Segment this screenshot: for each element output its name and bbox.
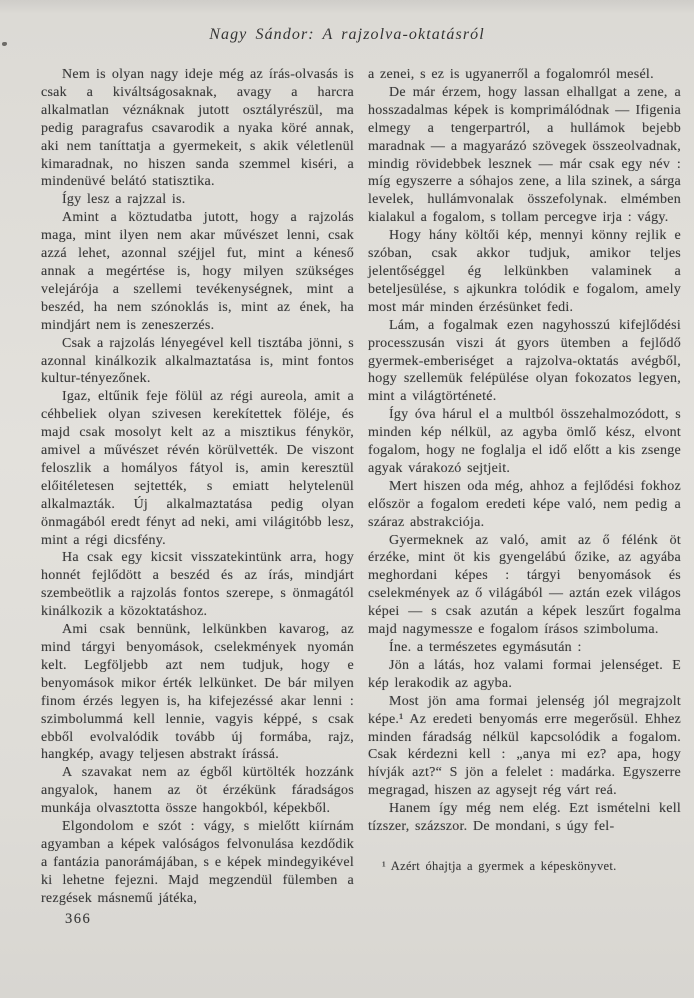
paragraph: Nem is olyan nagy ideje még az írás-olvasás is csak a kiváltságosaknak, avagy a harcra alkalmatlan véznáknak jutott osztályrészül, ma pedig paragrafus csavarodik a nyaka köré annak, aki nem taníttatja a gyermekeit, s akik véletlenül kimaradnak, no hiszen sanda szemmel kiséri, a mindenüvé belátó statisztika. <box>41 67 354 190</box>
two-column-layout <box>0 44 694 928</box>
paragraph: Gyermeknek az való, amit az ő félénk öt érzéke, mint öt kis gyengelábú őzike, az agyába meghordani képes : tárgyi benyomások és cselekmények az ő világából — aztán ezek világos képei — s csak azután a képek leszűrt fogalma majd nagymessze e fogalom írásos szimboluma. <box>368 532 681 638</box>
paragraph: Mert hiszen oda még, ahhoz a fejlődési fokhoz először a fogalom eredeti képe való, nem pedig a száraz abstrakciója. <box>368 478 681 530</box>
left-column <box>41 66 354 928</box>
paragraph: Így óva hárul el a multból összehalmozódott, s minden kép nélkül, az agyba ömlő kész, elvont fogalom, hogy ne foglalja el idő előtt a kis zsenge agyak várakozó sejtjeit. <box>368 407 681 476</box>
paragraph: Igaz, eltűnik feje fölül az régi aureola, amit a céhbeliek olyan szivesen kerekítettek föléje, és majd csak mosolyt kelt az a misztikus fénykör, amivel a művészet révén körülvették. De viszont feloszlik a homályos fátyol is, amin keresztül előitéletesen sejtették, s emiatt helytelenül alkalmazták. Új alkalmaztatása pedig olyan önmagából eredt fényt ad neki, ami világitóbb lesz, mint a régi dicsfény. <box>41 389 354 548</box>
running-header: Nagy Sándor: A rajzolva-oktatásról <box>209 26 485 43</box>
paragraph: Így lesz a rajzzal is. <box>62 192 186 208</box>
paragraph: Ha csak egy kicsit visszatekintünk arra, hogy honnét fejlődött a beszéd és az írás, mindjárt szembeötlik a rajzolás fontos szerepe, s önmagától kinálkozik a közoktatáshoz. <box>41 550 354 620</box>
paragraph: Csak a rajzolás lényegével kell tisztába jönni, s azonnal kinálkozik alkalmaztatása is, mint fontos kultur-tényezőnek. <box>41 335 354 387</box>
paragraph: Hanem így még nem elég. Ezt ismételni kell tízszer, százszor. De mondani, s úgy fel- <box>368 801 681 835</box>
paragraph: Ami csak bennünk, lelkünkben kavarog, az mind tárgyi benyomások, cselekmények nyomán kelt. Legföljebb azt nem tudjuk, hogy e benyomások mikor érték lelkünket. De bár milyen finom érzés legyen is, ha kifejezéssé akar lenni : szimbolummá kell lennie, vagyis képpé, s csak ebből evolvalódik tovább új formába, rajz, hangkép, avagy teljesen abstrakt írássá. <box>41 622 354 763</box>
paragraph: a zenei, s ez is ugyanerről a fogalomról mesél. <box>368 67 654 82</box>
paragraph: Amint a köztudatba jutott, hogy a rajzolás maga, mint ilyen nem akar művészet lenni, csak azzá lehet, azonnal széjjel fut, mint a kéneső annak a megértése is, hogy milyen szükséges velejárója a szellemi tevékenységnek, mint a beszéd, ha nem szónoklás is, mint az ének, ha mindjárt nem is zeneszerzés. <box>41 210 354 333</box>
paragraph: Elgondolom e szót : vágy, s mielőtt kiírnám agyamban a képek valóságos felvonulása kezdődik a fantázia panorámájában, s e képek mindegyikével ki lehetne fejezni. Majd megzendül fülemben a rezgések másnemű játéka, <box>41 819 354 906</box>
paragraph: Íne. a természetes egymásután : <box>389 640 582 655</box>
page-number: 366 <box>65 910 92 927</box>
paragraph: Jön a látás, hoz valami formai jelenséget. E kép lerakodik az agyba. <box>368 657 681 691</box>
footnote: ¹ Azért óhajtja a gyermek a képeskönyvet. <box>382 858 617 873</box>
paragraph: A szavakat nem az égből kürtölték hozzánk angyalok, hanem az öt érzékünk fáradságos munkája olvasztotta össze hangokból, képekből. <box>41 765 354 817</box>
paragraph: Hogy hány költői kép, mennyi könny rejlik e szóban, csak akkor tudjuk, amikor teljes jelentőséggel ég lelkünkben valaminek a beteljesülése, s ajkunkra tolódik e fogalom, amely most már minden érzésünket fedi. <box>368 228 681 315</box>
paragraph: Lám, a fogalmak ezen nagyhosszú kifejlődési processzusán viszi át gyors ütemben a fejlődő gyermek-emberiséget a rajzolva-oktatás avégből, hogy szellemük felépülése olyan fokozatos legyen, mint a világtörténeté. <box>368 317 681 405</box>
right-column <box>368 66 681 928</box>
paragraph: De már érzem, hogy lassan elhallgat a zene, a hosszadalmas képek is komprimálódnak — Ifigenia elmegy a tengerpartról, a hullámok bejebb maradnak — a magyarázó szövegek összeolvadnak, mindig rövidebbek lesznek — már csak egy név : míg egyszerre a sóhajos zene, a lila szinek, a sárga levelek, hullámvonalak összefolynak. elmémben kialakul a fogalom, s tollam percegve irja : vágy. <box>368 84 681 226</box>
paragraph: Most jön ama formai jelenség jól megrajzolt képe.¹ Az eredeti benyomás erre megerősül. Ehhez minden fáradság nélkül kapcsolódik a fogalom. Csak kérdezni kell : „anya mi ez? apa, hogy hívják azt?“ S jön a felelet : madárka. Egyszerre megragad, hiszen az agysejt rég várt reá. <box>368 693 681 799</box>
